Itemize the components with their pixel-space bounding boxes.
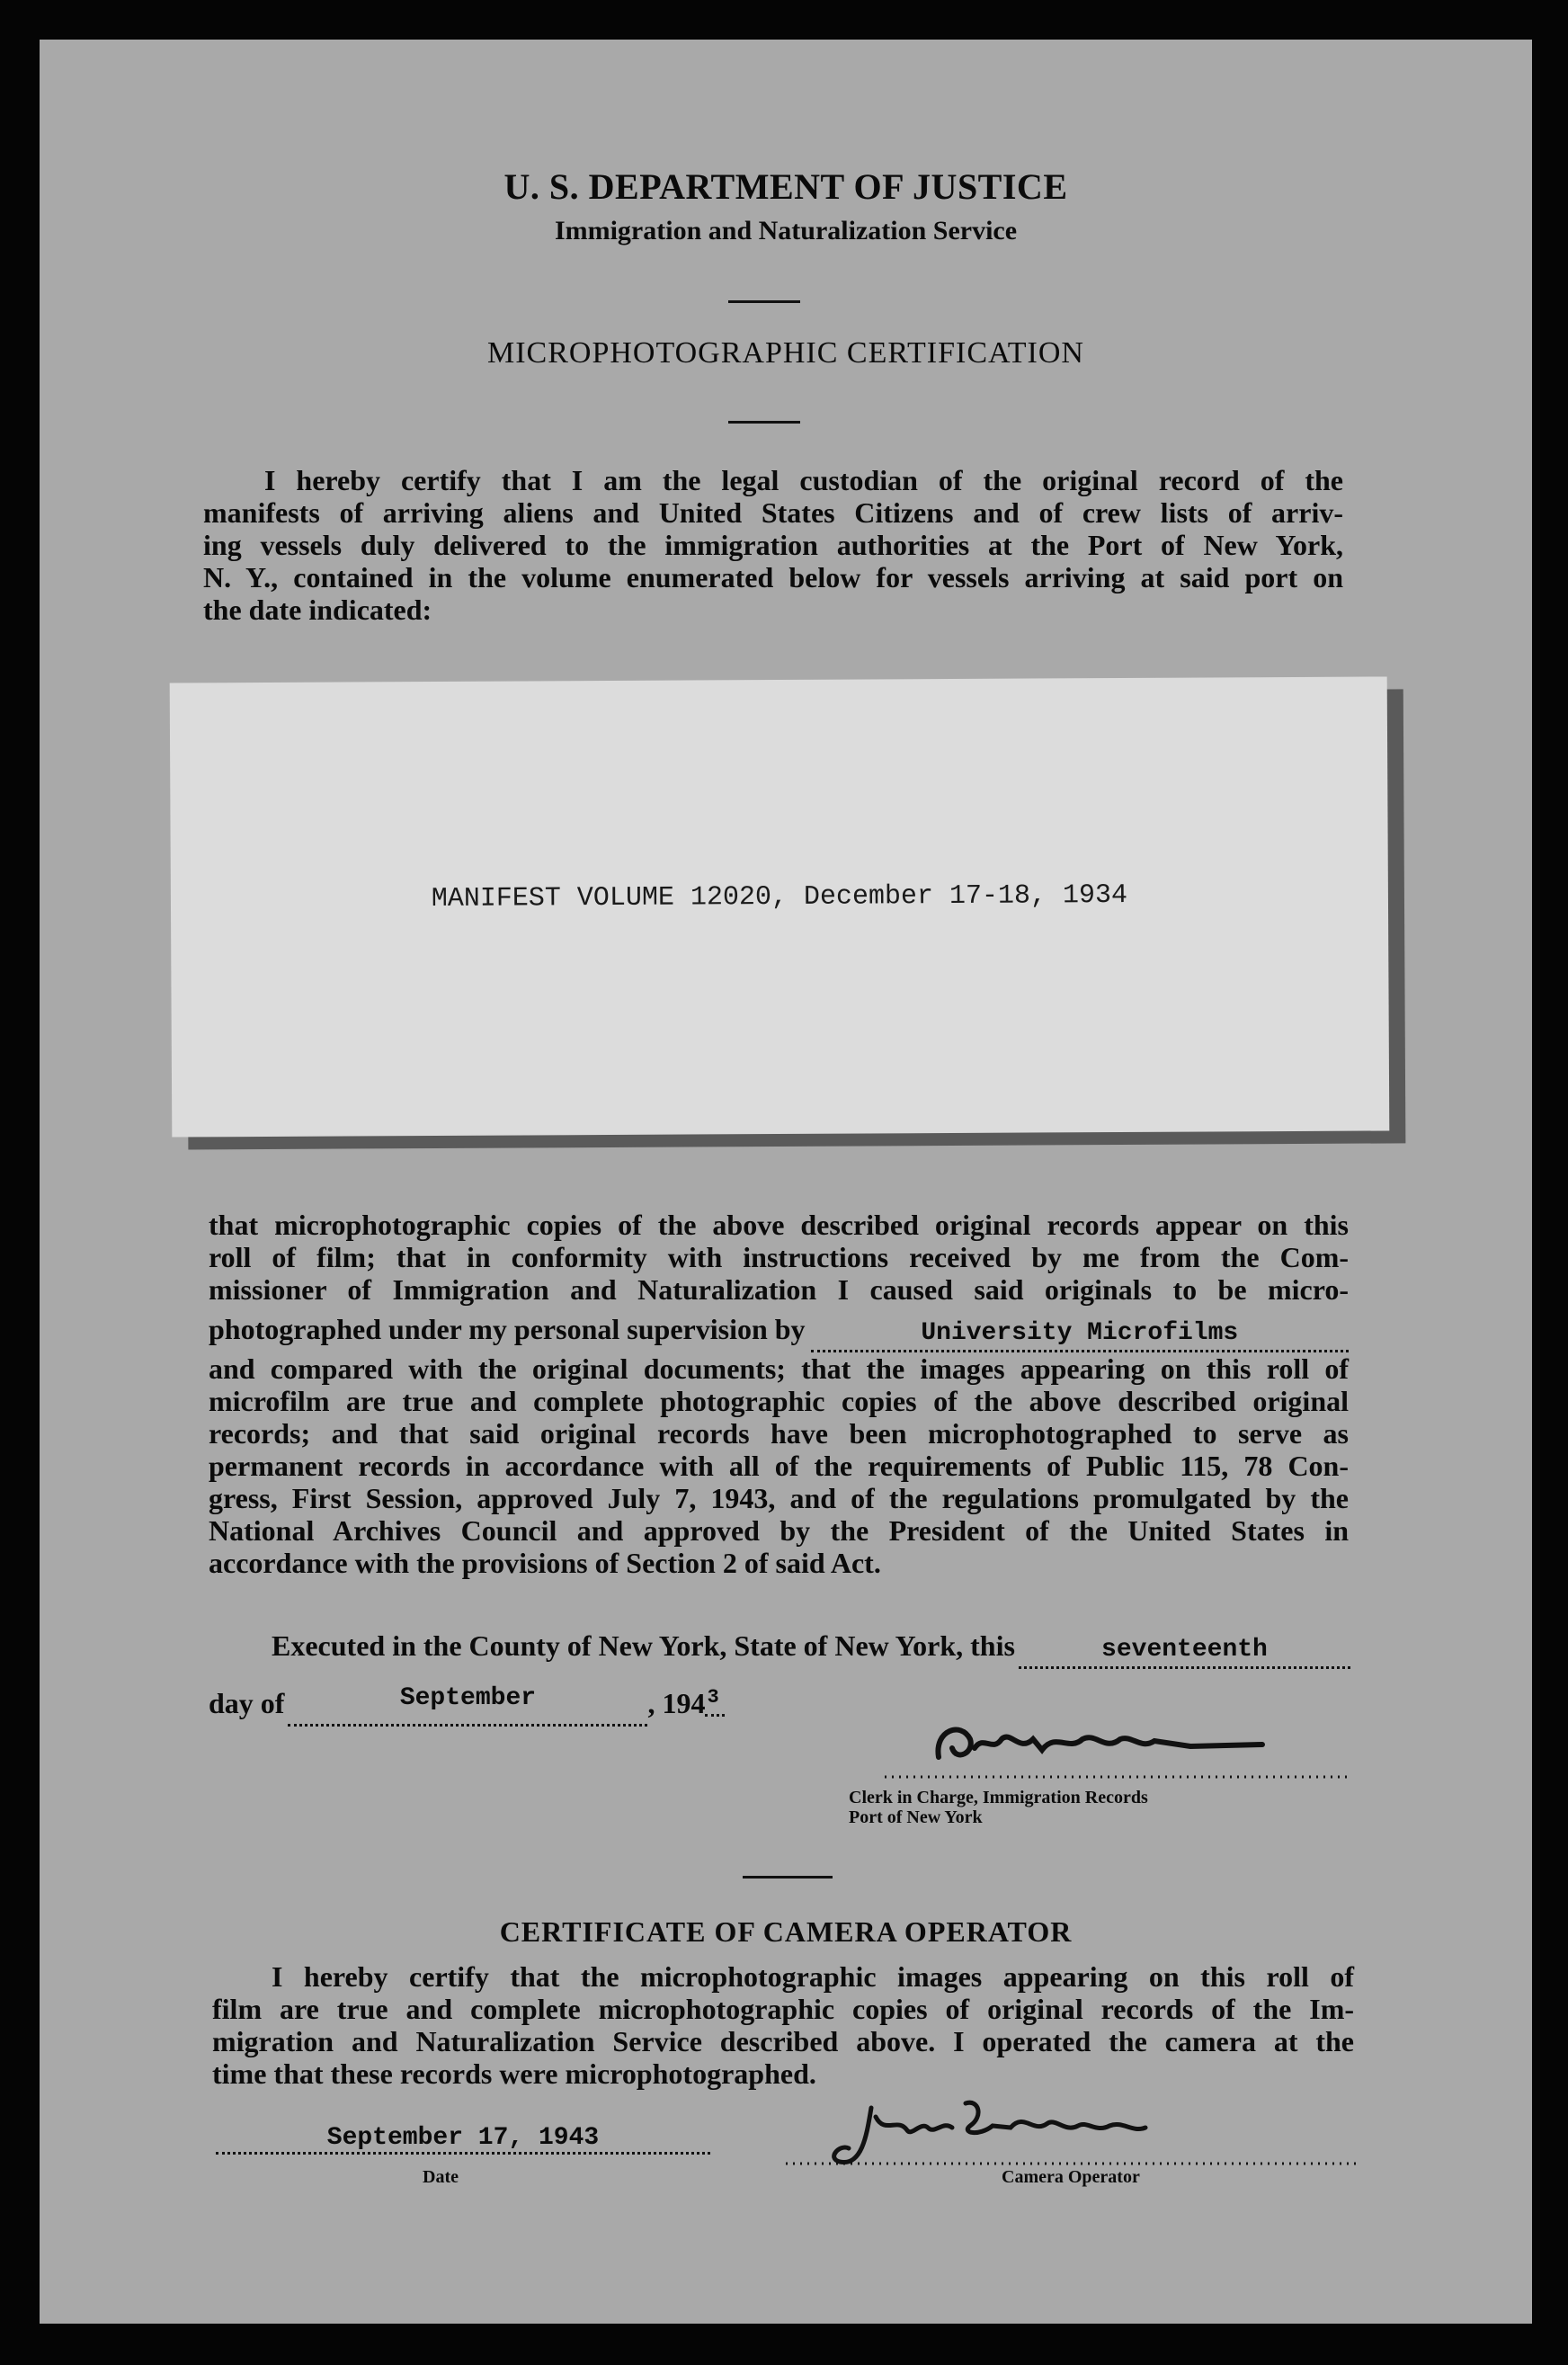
executed-day: seventeenth — [1101, 1636, 1268, 1664]
camera-divider — [743, 1876, 833, 1879]
certification-title: MICROPHOTOGRAPHIC CERTIFICATION — [486, 336, 1084, 370]
camera-certificate-title: CERTIFICATE OF CAMERA OPERATOR — [499, 1915, 1073, 1948]
manifest-volume-text: MANIFEST VOLUME 12020, December 17-18, 1934 — [431, 879, 1128, 915]
certificate-page — [40, 40, 1532, 2324]
year-digit: 3 — [705, 1682, 724, 1717]
photographer-name: University Microfilms — [921, 1319, 1239, 1347]
year-prefix: , 194 — [647, 1687, 706, 1719]
title-divider — [728, 421, 800, 424]
service-subheading: Immigration and Naturalization Service — [554, 216, 1018, 245]
date-line — [209, 1684, 856, 1727]
photographed-line — [209, 1313, 1349, 1352]
body-line: accordance with the provisions of Section 2 of said Act. — [209, 1547, 881, 1579]
camera-line: film are true and complete microphotographic copies of original records of the Im- — [212, 1993, 1354, 2025]
executed-prefix: Executed in the County of New York, State of New York, this — [272, 1629, 1015, 1662]
body-line: records; and that said original records have been microphotographed to serve as — [209, 1417, 1349, 1450]
clerk-port: Port of New York — [849, 1807, 983, 1827]
camera-date-blank — [216, 2124, 710, 2155]
body-paragraph — [209, 1209, 1349, 1579]
executed-month: September — [399, 1684, 537, 1712]
department-heading: U. S. DEPARTMENT OF JUSTICE — [503, 166, 1068, 207]
month-blank — [288, 1684, 647, 1727]
body-line: gress, First Session, approved July 7, 1943, and of the regulations promulgated by the — [209, 1482, 1349, 1514]
top-divider — [728, 300, 800, 303]
day-of-label: day of — [209, 1687, 285, 1719]
camera-paragraph — [212, 1960, 1354, 2090]
operator-signature — [786, 2081, 1361, 2171]
operator-label: Camera Operator — [1002, 2167, 1140, 2187]
day-blank — [1019, 1634, 1350, 1669]
body-line: microfilm are true and complete photographic copies of the above described original — [209, 1385, 1349, 1417]
body-line: and compared with the original documents; that the images appearing on this roll of — [209, 1352, 1349, 1385]
intro-line: N. Y., contained in the volume enumerated below for vessels arriving at said port on — [203, 561, 1343, 593]
camera-date: September 17, 1943 — [326, 2124, 600, 2152]
date-label: Date — [423, 2167, 459, 2187]
executed-line — [272, 1629, 1350, 1669]
camera-line: migration and Naturalization Service described above. I operated the camera at the — [212, 2025, 1354, 2057]
body-line: missioner of Immigration and Naturalization I caused said originals to be micro- — [209, 1273, 1349, 1306]
photographed-prefix: photographed under my personal supervision by — [209, 1313, 806, 1345]
clerk-title: Clerk in Charge, Immigration Records — [849, 1788, 1148, 1807]
body-line: National Archives Council and approved by the President of the United States in — [209, 1514, 1349, 1547]
photographer-blank — [811, 1317, 1349, 1352]
camera-line: I hereby certify that the microphotographic images appearing on this roll of — [272, 1960, 1354, 1993]
intro-line: ing vessels duly delivered to the immigration authorities at the Port of New York, — [203, 529, 1343, 561]
intro-line: the date indicated: — [203, 593, 432, 626]
body-line: roll of film; that in conformity with instructions received by me from the Com- — [209, 1241, 1349, 1273]
body-line: that microphotographic copies of the above described original records appear on this — [209, 1209, 1349, 1241]
clerk-signature — [885, 1712, 1352, 1784]
intro-line: manifests of arriving aliens and United States Citizens and of crew lists of arriv- — [203, 496, 1343, 529]
intro-line: I hereby certify that I am the legal custodian of the original record of the — [264, 464, 1343, 496]
body-line: permanent records in accordance with all of the requirements of Public 115, 78 Con- — [209, 1450, 1349, 1482]
camera-line: time that these records were microphotographed. — [212, 2057, 816, 2090]
manifest-slip — [170, 676, 1390, 1137]
intro-paragraph — [203, 464, 1343, 626]
